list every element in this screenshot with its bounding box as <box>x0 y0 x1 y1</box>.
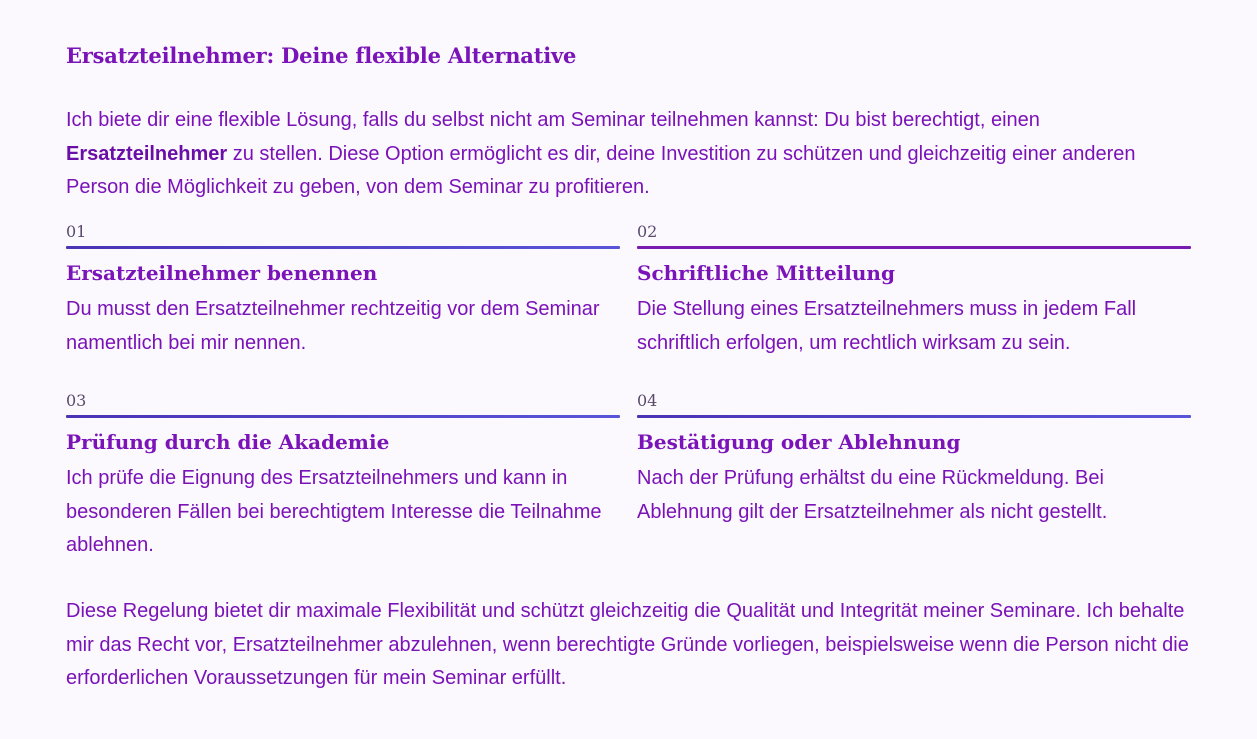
step-text: Ich prüfe die Eignung des Ersatzteilnehmers und kann in besonderen Fällen bei berechtigtem Interesse die Teilnahme ablehnen. <box>66 467 602 556</box>
step-text: Du musst den Ersatzteilnehmer rechtzeitig vor dem Seminar namentlich bei mir nennen. <box>66 298 600 354</box>
step-number: 01 <box>66 222 87 241</box>
step-number: 03 <box>66 391 87 410</box>
step-divider <box>637 415 1191 418</box>
intro-text-before: Ich biete dir eine flexible Lösung, falls du selbst nicht am Seminar teilnehmen kannst: Du bist berechtigt, einen <box>66 109 1040 131</box>
intro-highlight: Ersatzteilnehmer <box>66 142 228 165</box>
step-number: 04 <box>637 391 658 410</box>
section-title: Ersatzteilnehmer: Deine flexible Alternative <box>66 43 577 68</box>
step-divider <box>66 415 620 418</box>
intro-text-after: zu stellen. Diese Option ermöglicht es dir, deine Investition zu schützen und gleichzeitig einer anderen Person die Möglichkeit zu geben, von dem Seminar zu profitieren. <box>66 142 1136 198</box>
steps-grid <box>66 220 1191 570</box>
closing-paragraph: Diese Regelung bietet dir maximale Flexibilität und schützt gleichzeitig die Qualität und Integrität meiner Seminare. Ich behalte mir das Recht vor, Ersatzteilnehmer abzulehnen, wenn berechtigte Gründe vorliegen, beispielsweise wenn die Person nicht die erforderlichen Voraussetzungen für mein Seminar erfüllt. <box>66 600 1189 689</box>
step-divider <box>637 246 1191 249</box>
step-text: Nach der Prüfung erhältst du eine Rückmeldung. Bei Ablehnung gilt der Ersatzteilnehmer als nicht gestellt. <box>637 467 1108 523</box>
step-card-1 <box>66 220 620 360</box>
intro-paragraph <box>66 104 1191 205</box>
step-title: Ersatzteilnehmer benennen <box>66 261 378 285</box>
step-divider <box>66 246 620 249</box>
step-text: Die Stellung eines Ersatzteilnehmers muss in jedem Fall schriftlich erfolgen, um rechtlich wirksam zu sein. <box>637 298 1137 354</box>
step-card-3 <box>66 389 620 563</box>
step-card-4 <box>637 389 1191 529</box>
step-number: 02 <box>637 222 658 241</box>
step-card-2 <box>637 220 1191 360</box>
step-title: Prüfung durch die Akademie <box>66 430 390 454</box>
step-title: Schriftliche Mitteilung <box>637 261 895 285</box>
step-title: Bestätigung oder Ablehnung <box>637 430 961 454</box>
